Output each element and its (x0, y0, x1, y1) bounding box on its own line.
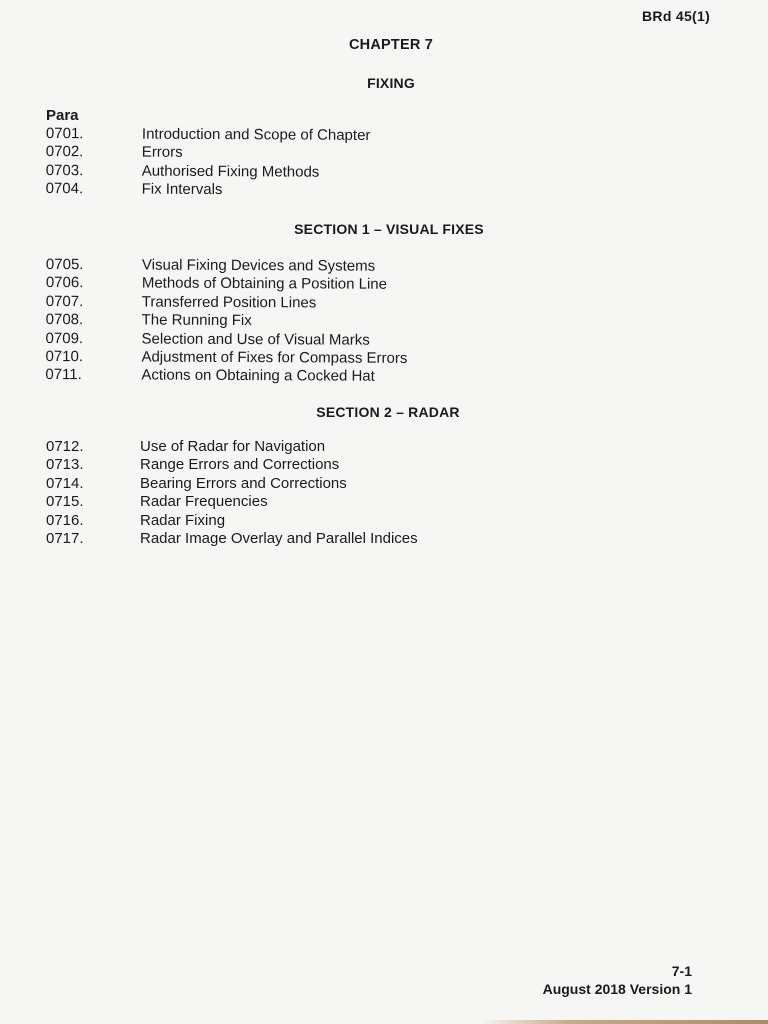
para-title: Radar Fixing (140, 511, 226, 529)
para-number: 0711. (45, 366, 82, 384)
para-number: 0712. (46, 438, 84, 455)
contents-entry (45, 366, 485, 387)
contents-entry (46, 512, 486, 530)
para-number: 0710. (45, 347, 84, 366)
para-number: 0714. (46, 474, 84, 492)
contents-entry (46, 256, 486, 277)
contents-entry (46, 530, 486, 548)
para-number: 0702. (45, 143, 84, 161)
para-title: The Running Fix (141, 311, 252, 330)
intro-contents-list (46, 125, 486, 201)
para-number: 0706. (45, 274, 84, 292)
para-title: Range Errors and Corrections (140, 456, 340, 474)
para-title: Errors (141, 143, 183, 162)
contents-entry (46, 274, 486, 295)
para-title: Introduction and Scope of Chapter (141, 125, 371, 144)
radar-contents-list (46, 438, 486, 548)
para-number: 0707. (45, 292, 84, 310)
contents-entry (46, 311, 486, 332)
para-title: Radar Image Overlay and Parallel Indices (140, 529, 418, 547)
para-number: 0709. (45, 329, 84, 347)
contents-entry (46, 456, 486, 474)
contents-entry (46, 330, 486, 351)
para-number: 0704. (45, 180, 84, 198)
para-title: Adjustment of Fixes for Compass Errors (141, 348, 408, 367)
section-heading-radar: SECTION 2 – RADAR (316, 404, 460, 420)
para-number: 0713. (46, 456, 84, 474)
chapter-title: CHAPTER 7 (349, 37, 433, 53)
contents-entry (45, 348, 485, 369)
para-number: 0715. (46, 493, 84, 511)
contents-entry (46, 475, 486, 493)
chapter-subtitle: FIXING (367, 75, 415, 91)
contents-entry (46, 180, 486, 201)
para-title: Radar Frequencies (140, 493, 268, 511)
contents-entry (46, 438, 486, 456)
para-number: 0708. (45, 311, 84, 329)
para-title: Fix Intervals (141, 180, 223, 199)
para-title: Bearing Errors and Corrections (140, 474, 347, 492)
para-column-heading: Para (46, 107, 79, 124)
page-footer (543, 962, 692, 998)
page-edge-shadow (480, 1020, 768, 1024)
contents-entry (46, 293, 486, 314)
visual-fixes-contents-list (45, 256, 486, 387)
para-title: Transferred Position Lines (141, 293, 317, 312)
page-number: 7-1 (671, 963, 692, 979)
para-title: Selection and Use of Visual Marks (141, 330, 370, 349)
para-title: Visual Fixing Devices and Systems (141, 256, 376, 275)
para-number: 0717. (46, 529, 84, 547)
para-number: 0705. (45, 256, 84, 274)
edition-label: August 2018 Version 1 (542, 981, 692, 997)
para-title: Use of Radar for Navigation (140, 438, 326, 455)
section-heading-visual-fixes: SECTION 1 – VISUAL FIXES (294, 221, 484, 237)
para-title: Actions on Obtaining a Cocked Hat (141, 366, 375, 386)
para-number: 0703. (45, 161, 84, 180)
para-number: 0701. (45, 125, 84, 143)
document-reference: BRd 45(1) (642, 8, 711, 24)
para-title: Authorised Fixing Methods (141, 162, 320, 181)
para-title: Methods of Obtaining a Position Line (141, 274, 388, 294)
para-number: 0716. (46, 511, 84, 529)
contents-entry (46, 493, 486, 511)
